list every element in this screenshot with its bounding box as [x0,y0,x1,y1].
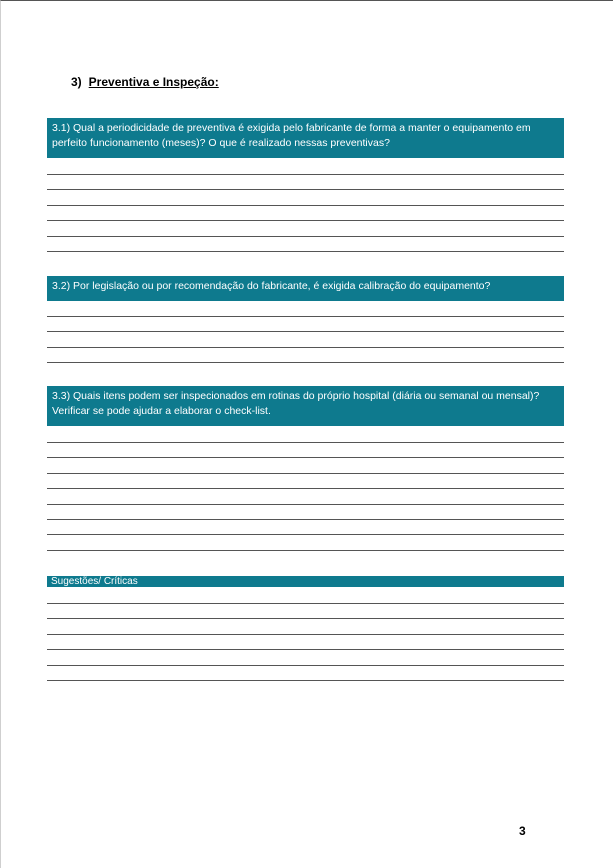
answer-line [47,442,564,443]
question-3-1-text: 3.1) Qual a periodicidade de preventiva é exigida pelo fabricante de forma a manter o equipamento em perfeito funcionamento (meses)? O que é realizado nessas preventivas? [52,122,531,149]
answer-line [47,634,564,635]
question-3-2-text: 3.2) Por legislação ou por recomendação do fabricante, é exigida calibração do equipamento? [52,280,491,292]
answer-line [47,347,564,348]
answer-line [47,649,564,650]
answer-line [47,665,564,666]
answer-line [47,488,564,489]
answer-line [47,236,564,237]
section-title: Preventiva e Inspeção: [88,75,219,89]
answer-line [47,457,564,458]
section-number: 3) [71,75,82,89]
answer-line [47,174,564,175]
answer-line [47,316,564,317]
answer-line [47,220,564,221]
answer-line [47,189,564,190]
section-heading [71,75,219,89]
question-3-2-header [47,276,564,301]
page-number: 3 [519,824,526,838]
answer-line [47,205,564,206]
suggestions-label: Sugestões/ Críticas [51,576,138,587]
answer-line [47,331,564,332]
question-3-1-header [47,118,564,158]
answer-line [47,550,564,551]
answer-line [47,519,564,520]
suggestions-header [47,576,564,587]
answer-line [47,251,564,252]
answer-line [47,362,564,363]
question-3-3-text: 3.3) Quais itens podem ser inspecionados em rotinas do próprio hospital (diária ou semanal ou mensal)? Verificar se pode ajudar a elaborar o check-list. [52,390,540,417]
answer-line [47,618,564,619]
answer-line [47,534,564,535]
answer-line [47,603,564,604]
answer-line [47,504,564,505]
answer-line [47,680,564,681]
question-3-3-header [47,386,564,426]
answer-line [47,473,564,474]
